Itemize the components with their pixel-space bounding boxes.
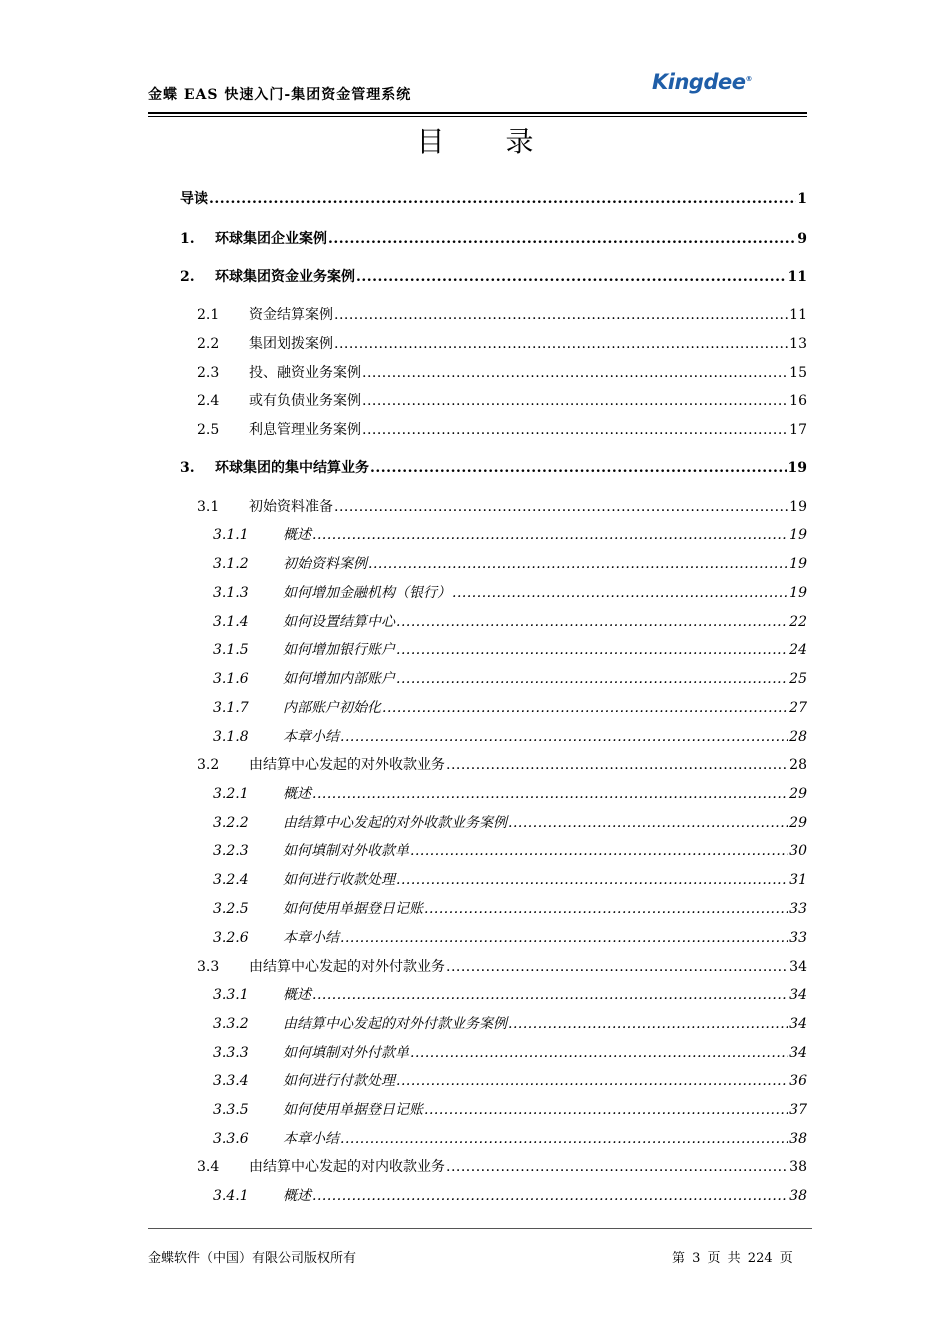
- toc-dot-leader: [508, 814, 788, 832]
- toc-entry[interactable]: [197, 1154, 807, 1176]
- toc-entry[interactable]: [197, 752, 807, 774]
- toc-dot-leader: [396, 871, 788, 889]
- toc-entry-title: 本章小结: [283, 1131, 339, 1147]
- toc-entry[interactable]: [197, 360, 807, 382]
- toc-entry-page: 31: [789, 872, 807, 888]
- toc-entry-number: 2.2: [197, 336, 220, 352]
- toc-entry-number: 2.4: [197, 393, 220, 409]
- toc-entry-page: 37: [789, 1102, 807, 1118]
- toc-entry-number: 2.1: [197, 307, 220, 323]
- toc-dot-leader: [370, 459, 787, 477]
- toc-entry-number: 3.2.1: [213, 786, 249, 802]
- toc-entry-page: 9: [797, 231, 807, 247]
- toc-dot-leader: [334, 306, 788, 324]
- toc-entry-page: 11: [787, 269, 807, 285]
- toc-dot-leader: [312, 1187, 788, 1205]
- toc-entry-title: 概述: [283, 527, 311, 543]
- footer-page-info: 第 3 页 共 224 页: [672, 1251, 793, 1266]
- toc-entry-title: 由结算中心发起的对外收款业务: [249, 757, 445, 773]
- toc-entry-number: 3.1.1: [213, 527, 249, 543]
- header-rule-thin: [148, 116, 807, 117]
- toc-dot-leader: [362, 392, 788, 410]
- toc-entry[interactable]: [213, 580, 807, 602]
- toc-entry-number: 2.3: [197, 365, 220, 381]
- toc-entry[interactable]: [213, 695, 807, 717]
- toc-entry-number: 3.1.5: [213, 642, 249, 658]
- toc-dot-leader: [334, 335, 788, 353]
- toc-entry[interactable]: [213, 551, 807, 573]
- toc-dot-leader: [362, 421, 788, 439]
- toc-dot-leader: [356, 268, 787, 286]
- toc-entry-page: 22: [789, 614, 807, 630]
- toc-entry-number: 3.1.3: [213, 585, 249, 601]
- toc-entry-page: 11: [789, 307, 807, 323]
- toc-entry-page: 33: [789, 901, 807, 917]
- toc-dot-leader: [328, 230, 796, 248]
- toc-entry-page: 1: [797, 191, 807, 207]
- toc-entry-page: 34: [789, 1016, 807, 1032]
- toc-entry-page: 34: [789, 1045, 807, 1061]
- toc-entry-page: 33: [789, 930, 807, 946]
- toc-dot-leader: [209, 190, 796, 208]
- toc-entry-number: 3.3: [197, 959, 220, 975]
- toc-entry-title: 由结算中心发起的对外收款业务案例: [283, 815, 507, 831]
- toc-dot-leader: [424, 1101, 788, 1119]
- toc-entry-title: 本章小结: [283, 930, 339, 946]
- toc-entry[interactable]: [213, 925, 807, 947]
- toc-entry-page: 29: [789, 815, 807, 831]
- toc-entry[interactable]: [197, 417, 807, 439]
- toc-entry-page: 27: [789, 700, 807, 716]
- toc-entry-page: 19: [789, 499, 807, 515]
- toc-dot-leader: [340, 929, 788, 947]
- toc-entry-title: 如何增加银行账户: [283, 642, 395, 658]
- toc-dot-leader: [312, 785, 788, 803]
- toc-entry-page: 15: [789, 365, 807, 381]
- toc-entry-page: 38: [789, 1188, 807, 1204]
- toc-entry-number: 3.3.4: [213, 1073, 249, 1089]
- toc-entry-title: 如何设置结算中心: [283, 614, 395, 630]
- toc-entry[interactable]: [180, 186, 807, 208]
- toc-entry-title: 如何增加内部账户: [283, 671, 395, 687]
- toc-entry-page: 38: [789, 1159, 807, 1175]
- toc-dot-leader: [382, 699, 788, 717]
- toc-entry-title: 如何进行付款处理: [283, 1073, 395, 1089]
- toc-entry-page: 19: [789, 527, 807, 543]
- toc-entry[interactable]: [213, 1183, 807, 1205]
- toc-entry[interactable]: [197, 302, 807, 324]
- toc-entry-number: 3.3.1: [213, 987, 249, 1003]
- toc-entry[interactable]: [213, 838, 807, 860]
- toc-entry-title: 如何增加金融机构（银行）: [283, 585, 451, 601]
- toc-entry-title: 概述: [283, 1188, 311, 1204]
- toc-entry-title: 概述: [283, 987, 311, 1003]
- toc-entry-title: 初始资料准备: [249, 499, 333, 515]
- toc-entry-title: 环球集团资金业务案例: [215, 269, 355, 285]
- toc-entry-title: 资金结算案例: [249, 307, 333, 323]
- toc-entry-number: 3.1.8: [213, 729, 249, 745]
- toc-entry-number: 3.3.3: [213, 1045, 249, 1061]
- toc-dot-leader: [340, 1130, 788, 1148]
- toc-dot-leader: [312, 986, 788, 1004]
- toc-dot-leader: [410, 842, 788, 860]
- toc-dot-leader: [362, 364, 788, 382]
- toc-dot-leader: [424, 900, 788, 918]
- toc-entry-title: 利息管理业务案例: [249, 422, 361, 438]
- toc-entry-number: 3.1.6: [213, 671, 249, 687]
- toc-entry-number: 3.: [180, 460, 195, 476]
- toc-entry[interactable]: [180, 226, 807, 248]
- toc-dot-leader: [396, 641, 788, 659]
- toc-entry-page: 19: [789, 556, 807, 572]
- footer-rule: [148, 1228, 812, 1229]
- toc-entry[interactable]: [213, 609, 807, 631]
- header-title: 金蝶 EAS 快速入门-集团资金管理系统: [148, 87, 412, 103]
- toc-entry-number: 3.1.7: [213, 700, 249, 716]
- toc-entry[interactable]: [213, 1011, 807, 1033]
- toc-dot-leader: [334, 498, 788, 516]
- toc-entry-number: 3.1.2: [213, 556, 249, 572]
- toc-entry-title: 环球集团企业案例: [215, 231, 327, 247]
- header-rule-thick: [148, 112, 807, 114]
- footer-copyright: 金蝶软件（中国）有限公司版权所有: [148, 1251, 357, 1266]
- toc-dot-leader: [340, 728, 788, 746]
- toc-entry-number: 2.: [180, 269, 195, 285]
- kingdee-logo: [652, 70, 752, 94]
- toc-entry[interactable]: [213, 1126, 807, 1148]
- toc-entry-page: 17: [789, 422, 807, 438]
- toc-entry[interactable]: [213, 867, 807, 889]
- toc-entry[interactable]: [213, 781, 807, 803]
- toc-dot-leader: [410, 1044, 788, 1062]
- toc-entry-number: 3.3.6: [213, 1131, 249, 1147]
- toc-entry-number: 3.1.4: [213, 614, 249, 630]
- toc-dot-leader: [396, 670, 788, 688]
- toc-entry-title: 集团划拨案例: [249, 336, 333, 352]
- toc-entry[interactable]: [213, 810, 807, 832]
- toc-entry-number: 3.2.3: [213, 843, 249, 859]
- toc-entry[interactable]: [197, 388, 807, 410]
- toc-entry[interactable]: [213, 1068, 807, 1090]
- toc-dot-leader: [396, 613, 788, 631]
- toc-entry[interactable]: [213, 724, 807, 746]
- toc-entry-page: 16: [789, 393, 807, 409]
- toc-entry-title: 本章小结: [283, 729, 339, 745]
- toc-entry-title: 如何使用单据登日记账: [283, 901, 423, 917]
- toc-dot-leader: [446, 1158, 788, 1176]
- toc-entry-title: 如何填制对外付款单: [283, 1045, 409, 1061]
- toc-entry[interactable]: [213, 896, 807, 918]
- toc-entry-page: 28: [789, 757, 807, 773]
- toc-entry-title: 如何填制对外收款单: [283, 843, 409, 859]
- toc-entry-number: 3.2.2: [213, 815, 249, 831]
- logo-text: Kingdee: [652, 70, 746, 94]
- toc-entry-number: 3.2.6: [213, 930, 249, 946]
- toc-entry-title: 导读: [180, 191, 208, 207]
- toc-entry-title: 环球集团的集中结算业务: [215, 460, 369, 476]
- toc-entry[interactable]: [213, 522, 807, 544]
- toc-entry[interactable]: [180, 455, 807, 477]
- toc-entry-title: 内部账户初始化: [283, 700, 381, 716]
- toc-entry[interactable]: [213, 637, 807, 659]
- toc-entry-number: 3.4.1: [213, 1188, 249, 1204]
- toc-entry[interactable]: [213, 1040, 807, 1062]
- toc-entry-number: 3.3.5: [213, 1102, 249, 1118]
- toc-entry-title: 如何进行收款处理: [283, 872, 395, 888]
- toc-dot-leader: [368, 555, 788, 573]
- toc-entry-number: 3.2: [197, 757, 220, 773]
- toc-dot-leader: [508, 1015, 788, 1033]
- toc-entry-page: 25: [789, 671, 807, 687]
- toc-entry-number: 2.5: [197, 422, 220, 438]
- toc-entry-page: 13: [789, 336, 807, 352]
- toc-entry-page: 29: [789, 786, 807, 802]
- toc-entry-page: 34: [789, 959, 807, 975]
- registered-mark: ®: [745, 75, 752, 83]
- toc-entry-number: 3.4: [197, 1159, 220, 1175]
- toc-entry-page: 34: [789, 987, 807, 1003]
- toc-entry-title: 如何使用单据登日记账: [283, 1102, 423, 1118]
- toc-entry[interactable]: [213, 1097, 807, 1119]
- toc-entry-title: 或有负债业务案例: [249, 393, 361, 409]
- toc-entry-number: 3.2.5: [213, 901, 249, 917]
- toc-entry[interactable]: [213, 666, 807, 688]
- toc-entry-page: 28: [789, 729, 807, 745]
- toc-entry[interactable]: [197, 954, 807, 976]
- toc-entry-page: 38: [789, 1131, 807, 1147]
- toc-entry-page: 24: [789, 642, 807, 658]
- toc-dot-leader: [312, 526, 788, 544]
- toc-entry-title: 由结算中心发起的对外付款业务案例: [283, 1016, 507, 1032]
- toc-dot-leader: [446, 958, 788, 976]
- toc-dot-leader: [452, 584, 788, 602]
- toc-entry[interactable]: [213, 982, 807, 1004]
- toc-entry-title: 由结算中心发起的对内收款业务: [249, 1159, 445, 1175]
- toc-dot-leader: [446, 756, 788, 774]
- toc-entry[interactable]: [180, 264, 807, 286]
- toc-entry-number: 1.: [180, 231, 195, 247]
- toc-entry-title: 由结算中心发起的对外付款业务: [249, 959, 445, 975]
- toc-entry-page: 36: [789, 1073, 807, 1089]
- toc-entry-title: 初始资料案例: [283, 556, 367, 572]
- toc-entry-page: 30: [789, 843, 807, 859]
- toc-entry-number: 3.3.2: [213, 1016, 249, 1032]
- toc-dot-leader: [396, 1072, 788, 1090]
- toc-entry-title: 投、融资业务案例: [249, 365, 361, 381]
- toc-entry-number: 3.1: [197, 499, 220, 515]
- toc-entry[interactable]: [197, 331, 807, 353]
- toc-entry-number: 3.2.4: [213, 872, 249, 888]
- toc-entry[interactable]: [197, 494, 807, 516]
- toc-entry-title: 概述: [283, 786, 311, 802]
- toc-entry-page: 19: [789, 585, 807, 601]
- toc-entry-page: 19: [787, 460, 807, 476]
- page-title: 目 录: [416, 125, 560, 158]
